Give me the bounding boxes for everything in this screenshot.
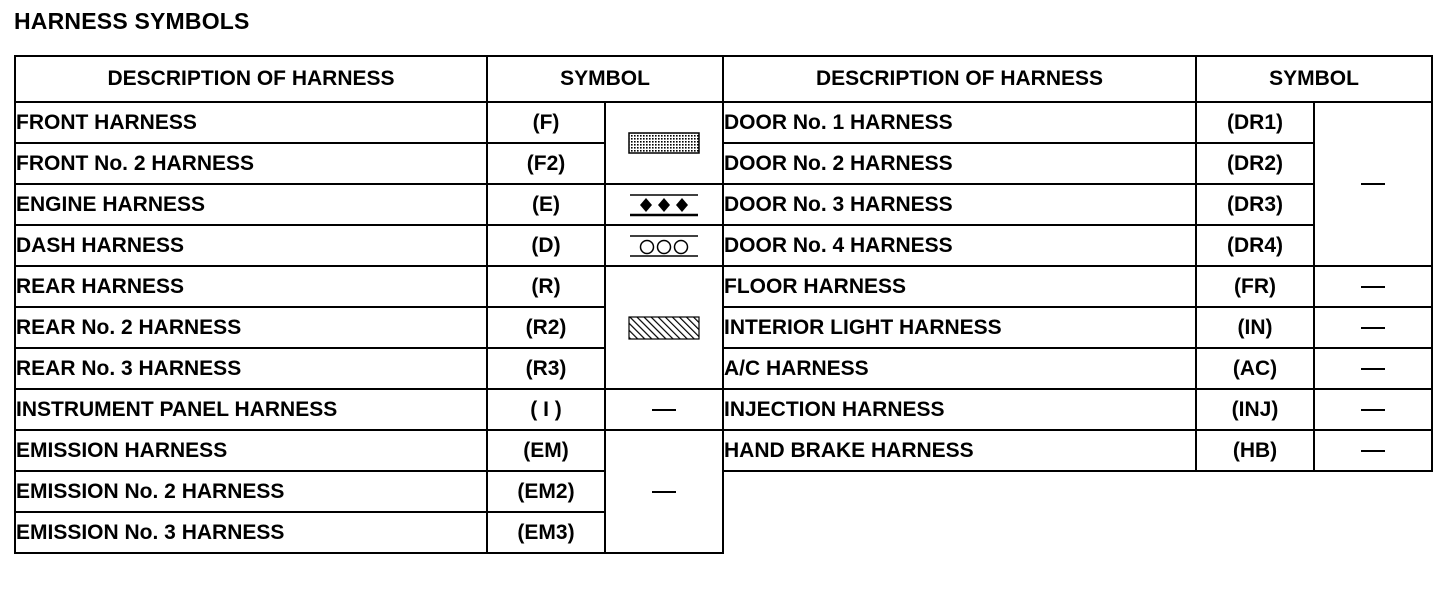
harness-description: DASH HARNESS [15,225,487,266]
harness-code: (R2) [487,307,605,348]
harness-description: EMISSION No. 2 HARNESS [15,471,487,512]
hatched-symbol-icon [605,266,723,389]
right-harness-table [722,55,1433,472]
harness-description: FRONT No. 2 HARNESS [15,143,487,184]
table-row [723,389,1432,430]
harness-code: (EM) [487,430,605,471]
harness-code: (INJ) [1196,389,1314,430]
harness-description: FRONT HARNESS [15,102,487,143]
harness-code: (DR2) [1196,143,1314,184]
harness-description: EMISSION No. 3 HARNESS [15,512,487,553]
table-row [15,225,723,266]
symbol-header: SYMBOL [487,56,723,102]
dash-icon [605,430,723,553]
harness-code: (DR1) [1196,102,1314,143]
table-row [15,266,723,307]
harness-description: DOOR No. 2 HARNESS [723,143,1196,184]
harness-description: ENGINE HARNESS [15,184,487,225]
harness-description: REAR HARNESS [15,266,487,307]
harness-code: (IN) [1196,307,1314,348]
dash-icon [1314,102,1432,266]
harness-code: (R) [487,266,605,307]
diamonds-symbol-icon [605,184,723,225]
dash-icon [1314,389,1432,430]
harness-code: (R3) [487,348,605,389]
dash-icon [1314,266,1432,307]
harness-description: INSTRUMENT PANEL HARNESS [15,389,487,430]
harness-code: (DR3) [1196,184,1314,225]
harness-code: (EM3) [487,512,605,553]
dash-icon [1314,307,1432,348]
harness-code: (FR) [1196,266,1314,307]
harness-code: (EM2) [487,471,605,512]
description-header: DESCRIPTION OF HARNESS [15,56,487,102]
circles-symbol-icon [605,225,723,266]
harness-code: (F2) [487,143,605,184]
harness-code: (F) [487,102,605,143]
description-header: DESCRIPTION OF HARNESS [723,56,1196,102]
dash-icon [1314,348,1432,389]
harness-description: FLOOR HARNESS [723,266,1196,307]
dash-icon [605,389,723,430]
table-row [15,430,723,471]
harness-code: (HB) [1196,430,1314,471]
harness-code: (D) [487,225,605,266]
dotted-fill-symbol-icon [605,102,723,184]
harness-description: A/C HARNESS [723,348,1196,389]
harness-description: DOOR No. 3 HARNESS [723,184,1196,225]
harness-code: (E) [487,184,605,225]
harness-description: INJECTION HARNESS [723,389,1196,430]
left-header-row [15,56,723,102]
harness-code: (AC) [1196,348,1314,389]
symbol-header: SYMBOL [1196,56,1432,102]
harness-description: REAR No. 2 HARNESS [15,307,487,348]
table-row [15,184,723,225]
table-row [15,389,723,430]
table-row [15,102,723,143]
table-row [723,348,1432,389]
left-harness-table [14,55,724,554]
harness-description: HAND BRAKE HARNESS [723,430,1196,471]
dash-icon [1314,430,1432,471]
harness-code: ( I ) [487,389,605,430]
page-title: HARNESS SYMBOLS [14,8,250,34]
table-row [723,430,1432,471]
harness-description: INTERIOR LIGHT HARNESS [723,307,1196,348]
table-row [723,307,1432,348]
harness-description: REAR No. 3 HARNESS [15,348,487,389]
harness-description: EMISSION HARNESS [15,430,487,471]
harness-code: (DR4) [1196,225,1314,266]
table-row [723,266,1432,307]
harness-description: DOOR No. 1 HARNESS [723,102,1196,143]
table-row [723,102,1432,143]
right-header-row [723,56,1432,102]
harness-description: DOOR No. 4 HARNESS [723,225,1196,266]
